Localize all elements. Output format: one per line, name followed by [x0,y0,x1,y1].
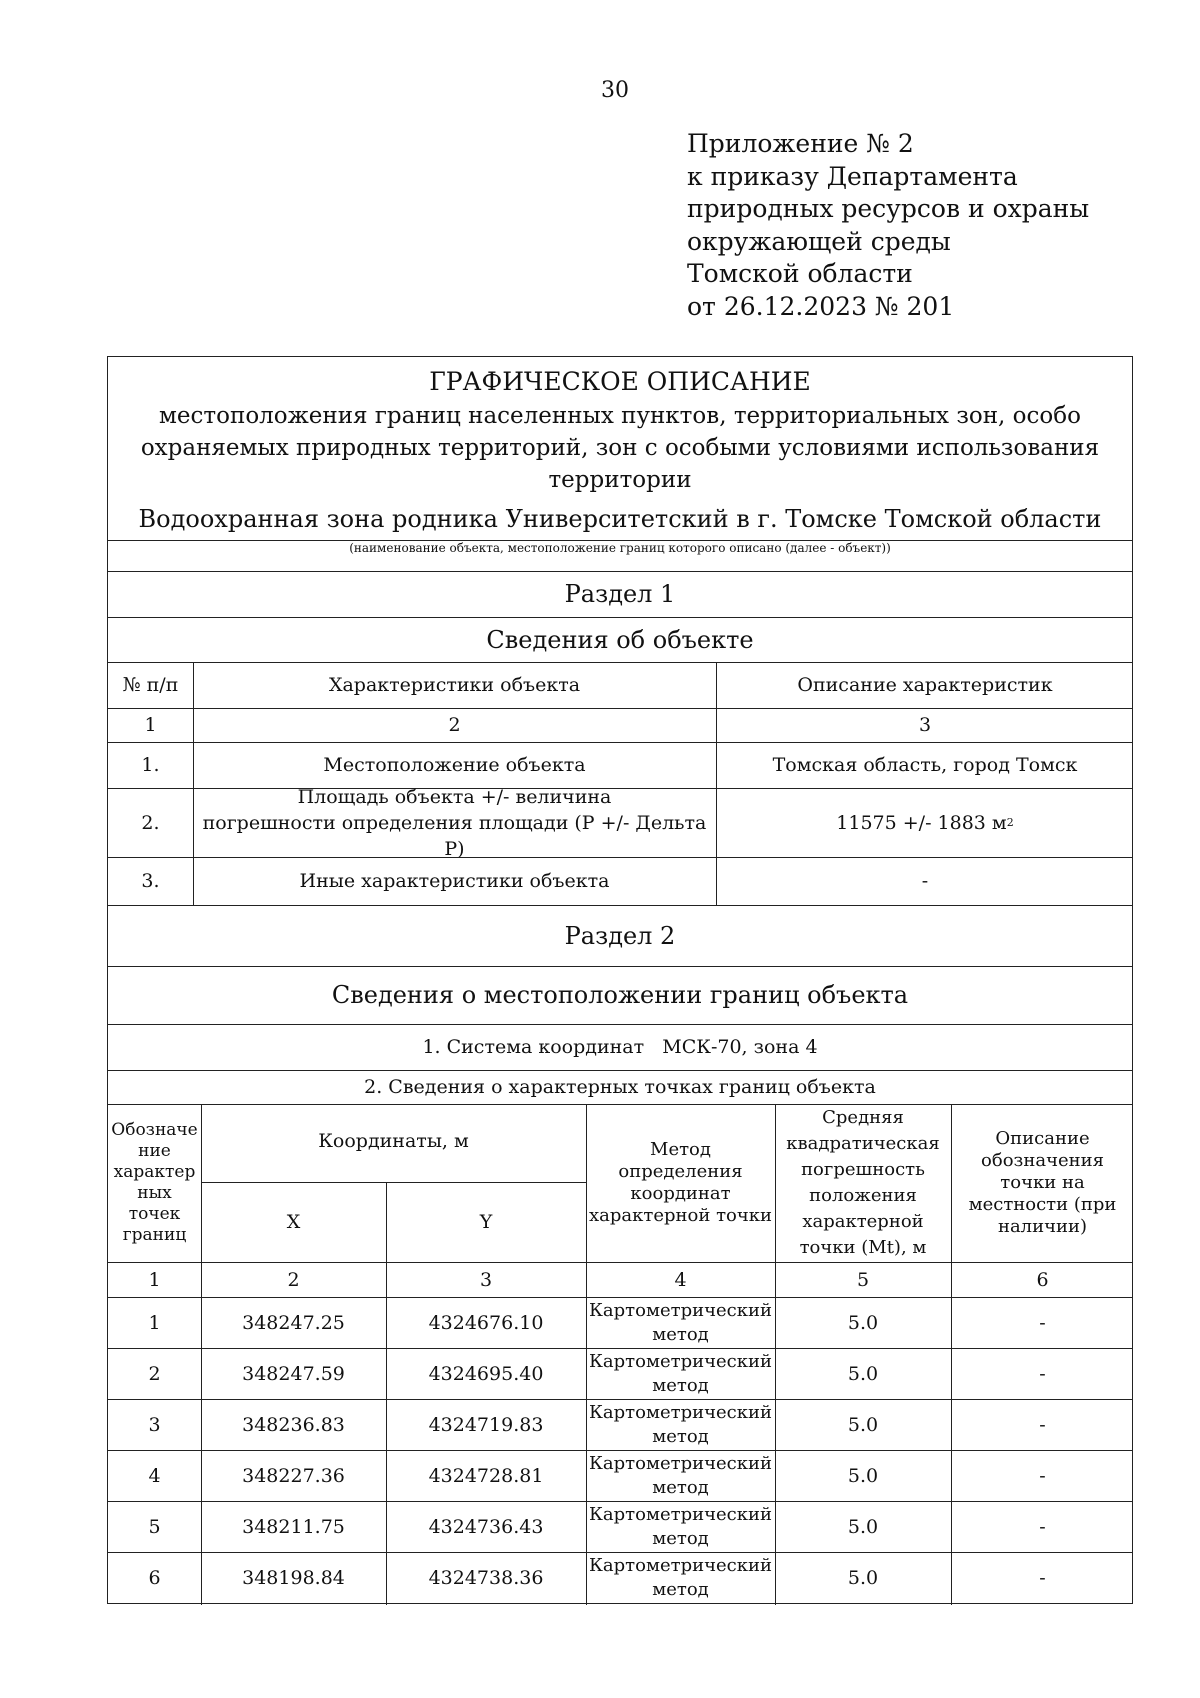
appendix-line: Приложение № 2 [687,129,914,158]
header-error: Средняя квадратическая погрешность положения характерной точки (Mt), м [786,1107,940,1258]
row-name-line: Площадь объекта +/- величина [297,785,612,808]
description-table [107,356,1133,1604]
header-num: № п/п [122,674,179,696]
area-unit-exponent: 2 [1006,816,1014,829]
col-number: 3 [918,714,932,736]
point-y: 4324738.36 [428,1566,544,1589]
appendix-line: окружающей среды [687,226,951,256]
section1-title: Раздел 1 [564,580,676,608]
document-title: ГРАФИЧЕСКОЕ ОПИСАНИЕ [429,367,811,396]
point-x: 348247.59 [242,1362,345,1385]
appendix-line: к приказу Департамента [687,161,1018,191]
header-point-description: Описание обозначения точки на местности (при наличии) [968,1128,1117,1237]
points-caption: 2. Сведения о характерных точках границ объекта [364,1076,876,1098]
col-number: 2 [287,1268,300,1291]
row-num: 1. [141,754,160,776]
row-name: Местоположение объекта [323,754,586,776]
point-method: Картометрический метод [589,1401,772,1447]
header-description: Описание характеристик [797,674,1053,696]
document-subtitle: местоположения границ населенных пунктов, территориальных зон, особо охраняемых природных территорий, зон с особыми условиями использования территории [140,403,1100,493]
point-mt: 5.0 [847,1566,879,1589]
section1-subtitle: Сведения об объекте [486,625,754,654]
point-y: 4324676.10 [428,1311,544,1334]
row-num: 2. [141,811,160,834]
point-method: Картометрический метод [589,1350,772,1396]
appendix-line: Томской области [687,259,913,288]
point-mt: 5.0 [847,1515,879,1538]
header-characteristic: Характеристики объекта [328,674,581,696]
header-coordinates: Координаты, м [318,1130,469,1152]
col-number: 5 [856,1268,870,1291]
point-x: 348247.25 [242,1311,345,1334]
point-number: 3 [148,1413,161,1436]
point-y: 4324695.40 [428,1362,544,1385]
point-mt: 5.0 [847,1413,879,1436]
header-method: Метод определения координат характерной точки [589,1139,773,1226]
col-number: 3 [479,1268,493,1291]
appendix-block [687,128,1089,323]
point-number: 6 [148,1566,161,1589]
table-row [108,1399,1132,1450]
row-value: Томская область, город Томск [772,754,1078,776]
appendix-line: природных ресурсов и охраны [687,194,1090,223]
table-row [108,1348,1132,1399]
point-y: 4324736.43 [428,1515,544,1538]
point-description: - [1039,1362,1046,1385]
area-value: 11575 +/- 1883 м [836,811,1007,834]
point-mt: 5.0 [847,1362,879,1385]
point-description: - [1039,1413,1046,1436]
col-number: 1 [144,714,157,736]
header-x: X [286,1211,301,1233]
point-x: 348236.83 [242,1413,345,1436]
point-y: 4324728.81 [428,1464,544,1487]
table-row [108,1501,1132,1552]
point-method: Картометрический метод [589,1503,772,1549]
point-number: 2 [148,1362,161,1385]
point-x: 348227.36 [242,1464,345,1487]
row-num: 3. [141,870,160,892]
point-x: 348211.75 [242,1515,345,1538]
col-number: 2 [448,714,461,736]
point-number: 4 [148,1464,161,1487]
object-caption: (наименование объекта, местоположение границ которого описано (далее - объект)) [349,541,891,555]
col-number: 4 [674,1268,687,1291]
row-value [716,788,1134,857]
table-row [108,1297,1132,1348]
point-x: 348198.84 [242,1566,345,1589]
object-name: Водоохранная зона родника Университетский в г. Томске Томской области [138,505,1102,533]
coordinate-system: 1. Система координат МСК-70, зона 4 [422,1036,818,1058]
point-description: - [1039,1464,1046,1487]
table-row [108,1552,1132,1603]
table-row [108,1450,1132,1501]
point-mt: 5.0 [847,1464,879,1487]
row-name [193,785,716,860]
point-description: - [1039,1311,1046,1334]
row-name: Иные характеристики объекта [299,870,610,892]
point-y: 4324719.83 [428,1413,544,1436]
page-number: 30 [601,78,629,103]
point-number: 5 [148,1515,161,1538]
point-method: Картометрический метод [589,1299,772,1345]
row-value: - [921,870,929,892]
point-number: 1 [148,1311,161,1334]
point-description: - [1039,1566,1046,1589]
col-number: 1 [148,1268,161,1291]
point-description: - [1039,1515,1046,1538]
section2-subtitle: Сведения о местоположении границ объекта [331,981,909,1009]
header-point: Обозначе ние характер ных точек границ [111,1120,198,1245]
point-mt: 5.0 [847,1311,879,1334]
col-number: 6 [1036,1268,1049,1291]
section2-title: Раздел 2 [564,921,676,950]
appendix-line: от 26.12.2023 № 201 [687,291,955,321]
row-name-line: погрешности определения площади (P +/- Дельта P) [202,811,707,860]
header-y: Y [479,1211,493,1233]
point-method: Картометрический метод [589,1554,772,1600]
point-method: Картометрический метод [589,1452,772,1498]
